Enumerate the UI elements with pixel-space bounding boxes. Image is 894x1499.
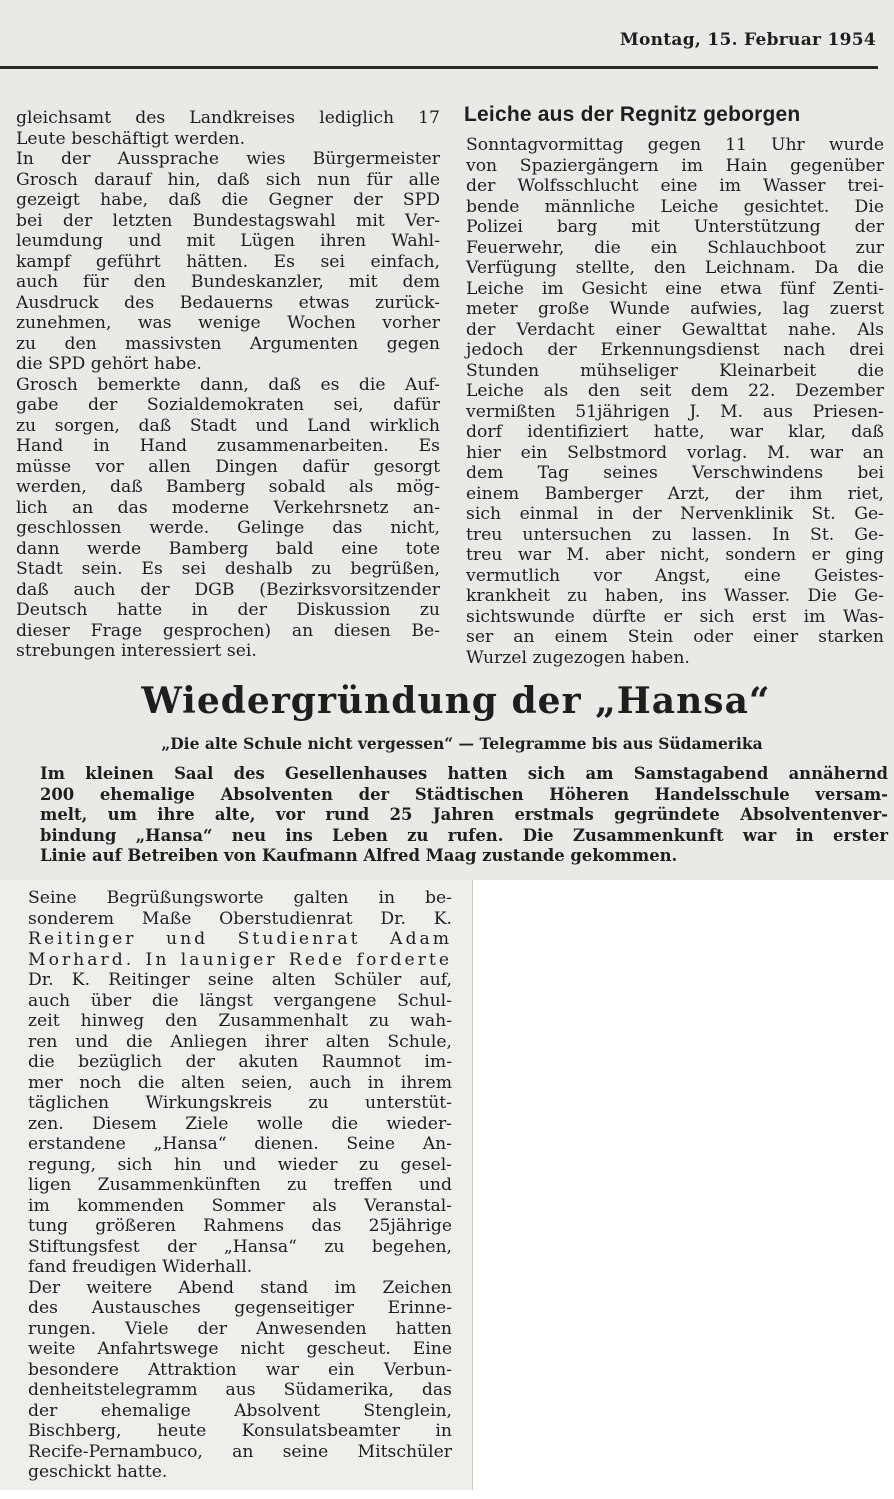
text-line: melt, um ihre alte, vor rund 25 Jahren erstmals gegründete Absolventenver- bbox=[40, 805, 888, 824]
text-line: des Austausches gegenseitiger Erinne- bbox=[28, 1298, 452, 1318]
text-line: fand freudigen Widerhall. bbox=[28, 1257, 253, 1277]
text-line: bindung „Hansa“ neu ins Leben zu rufen. Die Zusammenkunft war in erster bbox=[40, 825, 888, 845]
hansa-subheadline: „Die alte Schule nicht vergessen“ — Telegramme bis aus Südamerika bbox=[161, 734, 763, 753]
text-line: Dr. K. Reitinger seine alten Schüler auf, bbox=[28, 970, 452, 990]
text-line: daß auch der DGB (Bezirksvorsitzender bbox=[16, 579, 440, 600]
text-line: Morhard. In launiger Rede forderte bbox=[28, 949, 452, 970]
text-line: sonderem Maße Oberstudienrat Dr. K. bbox=[28, 908, 452, 929]
text-line: treu untersuchen zu lassen. In St. Ge- bbox=[466, 524, 884, 545]
text-line: weite Anfahrtswege nicht gescheut. Eine bbox=[28, 1339, 452, 1359]
text-line: die SPD gehört habe. bbox=[16, 354, 202, 374]
header-rule bbox=[0, 66, 878, 69]
text-line: kampf geführt hätten. Es sei einfach, bbox=[16, 251, 440, 272]
text-line: Der weitere Abend stand im Zeichen bbox=[28, 1277, 452, 1298]
text-line: auch über die längst vergangene Schul- bbox=[28, 990, 452, 1011]
text-line: im kommenden Sommer als Veranstal- bbox=[28, 1195, 452, 1216]
hansa-article-body bbox=[28, 888, 452, 1483]
paragraph bbox=[28, 1278, 452, 1483]
regnitz-article-body bbox=[466, 135, 884, 668]
text-line: besondere Attraktion war ein Verbun- bbox=[28, 1359, 452, 1380]
text-line: sichtswunde dürfte er sich erst im Was- bbox=[466, 606, 884, 627]
text-line: müsse vor allen Dingen dafür gesorgt bbox=[16, 456, 440, 477]
text-line: krankheit zu haben, ins Wasser. Die Ge- bbox=[466, 586, 884, 606]
text-line: die bezüglich der akuten Raumnot im- bbox=[28, 1052, 452, 1072]
text-line: denheitstelegramm aus Südamerika, das bbox=[28, 1380, 452, 1400]
text-line: der Verdacht einer Gewalttat nahe. Als bbox=[466, 319, 884, 340]
text-line: Feuerwehr, die ein Schlauchboot zur bbox=[466, 237, 884, 258]
text-line: Leiche als den seit dem 22. Dezember bbox=[466, 381, 884, 401]
text-line: Ausdruck des Bedauerns etwas zurück- bbox=[16, 292, 440, 313]
clipping-edge bbox=[472, 880, 473, 1490]
text-line: gabe der Sozialdemokraten sei, dafür bbox=[16, 395, 440, 415]
text-line: Recife-Pernambuco, an seine Mitschüler bbox=[28, 1441, 452, 1462]
text-line: 200 ehemalige Absolventen der Städtischen Höheren Handelsschule versam- bbox=[40, 784, 888, 804]
text-line: Leiche im Gesicht eine etwa fünf Zenti- bbox=[466, 278, 884, 299]
text-line: Grosch bemerkte dann, daß es die Auf- bbox=[16, 374, 440, 395]
text-line: leumdung und mit Lügen ihren Wahl- bbox=[16, 231, 440, 251]
text-line: vermißten 51jährigen J. M. aus Priesen- bbox=[466, 401, 884, 422]
text-line: erstandene „Hansa“ dienen. Seine An- bbox=[28, 1134, 452, 1154]
text-line: Sonntagvormittag gegen 11 Uhr wurde bbox=[466, 135, 884, 155]
text-line: Stunden mühseliger Kleinarbeit die bbox=[466, 360, 884, 381]
text-line: von Spaziergängern im Hain gegenüber bbox=[466, 155, 884, 176]
text-line: Bischberg, heute Konsulatsbeamter in bbox=[28, 1421, 452, 1441]
text-line: zeit hinweg den Zusammenhalt zu wah- bbox=[28, 1011, 452, 1031]
text-line: Verfügung stellte, den Leichnam. Da die bbox=[466, 258, 884, 278]
text-line: bei der letzten Bundestagswahl mit Ver- bbox=[16, 210, 440, 231]
paragraph bbox=[16, 108, 440, 149]
text-line: strebungen interessiert sei. bbox=[16, 641, 257, 661]
text-line: In der Aussprache wies Bürgermeister bbox=[16, 149, 440, 169]
text-line: Wurzel zugezogen haben. bbox=[466, 647, 690, 668]
paragraph bbox=[28, 888, 452, 1278]
text-line: rungen. Viele der Anwesenden hatten bbox=[28, 1318, 452, 1339]
text-line: regung, sich hin und wieder zu gesel- bbox=[28, 1154, 452, 1175]
text-line: dorf identifiziert hatte, war klar, daß bbox=[466, 422, 884, 442]
text-line: ren und die Anliegen ihrer alten Schule, bbox=[28, 1031, 452, 1052]
text-line: geschlossen werde. Gelinge das nicht, bbox=[16, 518, 440, 538]
text-line: Stadt sein. Es sei deshalb zu begrüßen, bbox=[16, 559, 440, 579]
text-line: werden, daß Bamberg sobald als mög- bbox=[16, 477, 440, 497]
text-line: Reitinger und Studienrat Adam bbox=[28, 929, 452, 949]
text-line: dem Tag seines Verschwindens bei bbox=[466, 463, 884, 483]
text-line: gleichsamt des Landkreises lediglich 17 bbox=[16, 108, 440, 128]
text-line: jedoch der Erkennungsdienst nach drei bbox=[466, 340, 884, 360]
text-line: gezeigt habe, daß die Gegner der SPD bbox=[16, 190, 440, 210]
text-line: treu war M. aber nicht, sondern er ging bbox=[466, 545, 884, 565]
issue-date: Montag, 15. Februar 1954 bbox=[619, 30, 876, 50]
text-line: ser an einem Stein oder einer starken bbox=[466, 627, 884, 647]
text-line: ligen Zusammenkünften zu treffen und bbox=[28, 1175, 452, 1195]
text-line: lich an das moderne Verkehrsnetz an- bbox=[16, 497, 440, 518]
paragraph bbox=[16, 149, 440, 375]
paragraph bbox=[16, 375, 440, 662]
text-line: hier ein Selbstmord vorlag. M. war an bbox=[466, 442, 884, 463]
text-line: mer noch die alten seien, auch in ihrem bbox=[28, 1072, 452, 1093]
text-line: Deutsch hatte in der Diskussion zu bbox=[16, 600, 440, 620]
text-line: tung größeren Rahmens das 25jährige bbox=[28, 1216, 452, 1236]
text-line: Leute beschäftigt werden. bbox=[16, 128, 246, 149]
text-line: geschickt hatte. bbox=[28, 1462, 168, 1482]
text-line: der Wolfsschlucht eine im Wasser trei- bbox=[466, 176, 884, 196]
text-line: bende männliche Leiche gesichtet. Die bbox=[466, 196, 884, 217]
text-line: Stiftungsfest der „Hansa“ zu begehen, bbox=[28, 1236, 452, 1257]
text-line: sich einmal in der Nervenklinik St. Ge- bbox=[466, 504, 884, 524]
text-line: zu sorgen, daß Stadt und Land wirklich bbox=[16, 415, 440, 436]
text-line: dann werde Bamberg bald eine tote bbox=[16, 538, 440, 559]
left-column-article bbox=[16, 108, 440, 662]
text-line: meter große Wunde aufwies, lag zuerst bbox=[466, 299, 884, 319]
text-line: dieser Frage gesprochen) an diesen Be- bbox=[16, 620, 440, 641]
text-line: Polizei barg mit Unterstützung der bbox=[466, 217, 884, 237]
text-line: zen. Diesem Ziele wolle die wieder- bbox=[28, 1113, 452, 1134]
text-line: vermutlich vor Angst, eine Geistes- bbox=[466, 565, 884, 586]
text-line: zunehmen, was wenige Wochen vorher bbox=[16, 313, 440, 333]
text-line: Hand in Hand zusammenarbeiten. Es bbox=[16, 436, 440, 456]
text-line: Linie auf Betreiben von Kaufmann Alfred Maag zustande gekommen. bbox=[40, 846, 678, 865]
text-line: der ehemalige Absolvent Stenglein, bbox=[28, 1400, 452, 1421]
hansa-lead-paragraph bbox=[40, 764, 888, 867]
hansa-headline: Wiedergründung der „Hansa“ bbox=[141, 680, 771, 722]
regnitz-headline: Leiche aus der Regnitz geborgen bbox=[464, 103, 801, 126]
text-line: einem Bamberger Arzt, der ihm riet, bbox=[466, 483, 884, 504]
text-line: täglichen Wirkungskreis zu unterstüt- bbox=[28, 1093, 452, 1113]
text-line: Im kleinen Saal des Gesellenhauses hatten sich am Samstagabend annähernd bbox=[40, 764, 888, 783]
text-line: Grosch darauf hin, daß sich nun für alle bbox=[16, 169, 440, 190]
text-line: auch für den Bundeskanzler, mit dem bbox=[16, 272, 440, 292]
text-line: zu den massivsten Argumenten gegen bbox=[16, 333, 440, 354]
text-line: Seine Begrüßungsworte galten in be- bbox=[28, 888, 452, 908]
